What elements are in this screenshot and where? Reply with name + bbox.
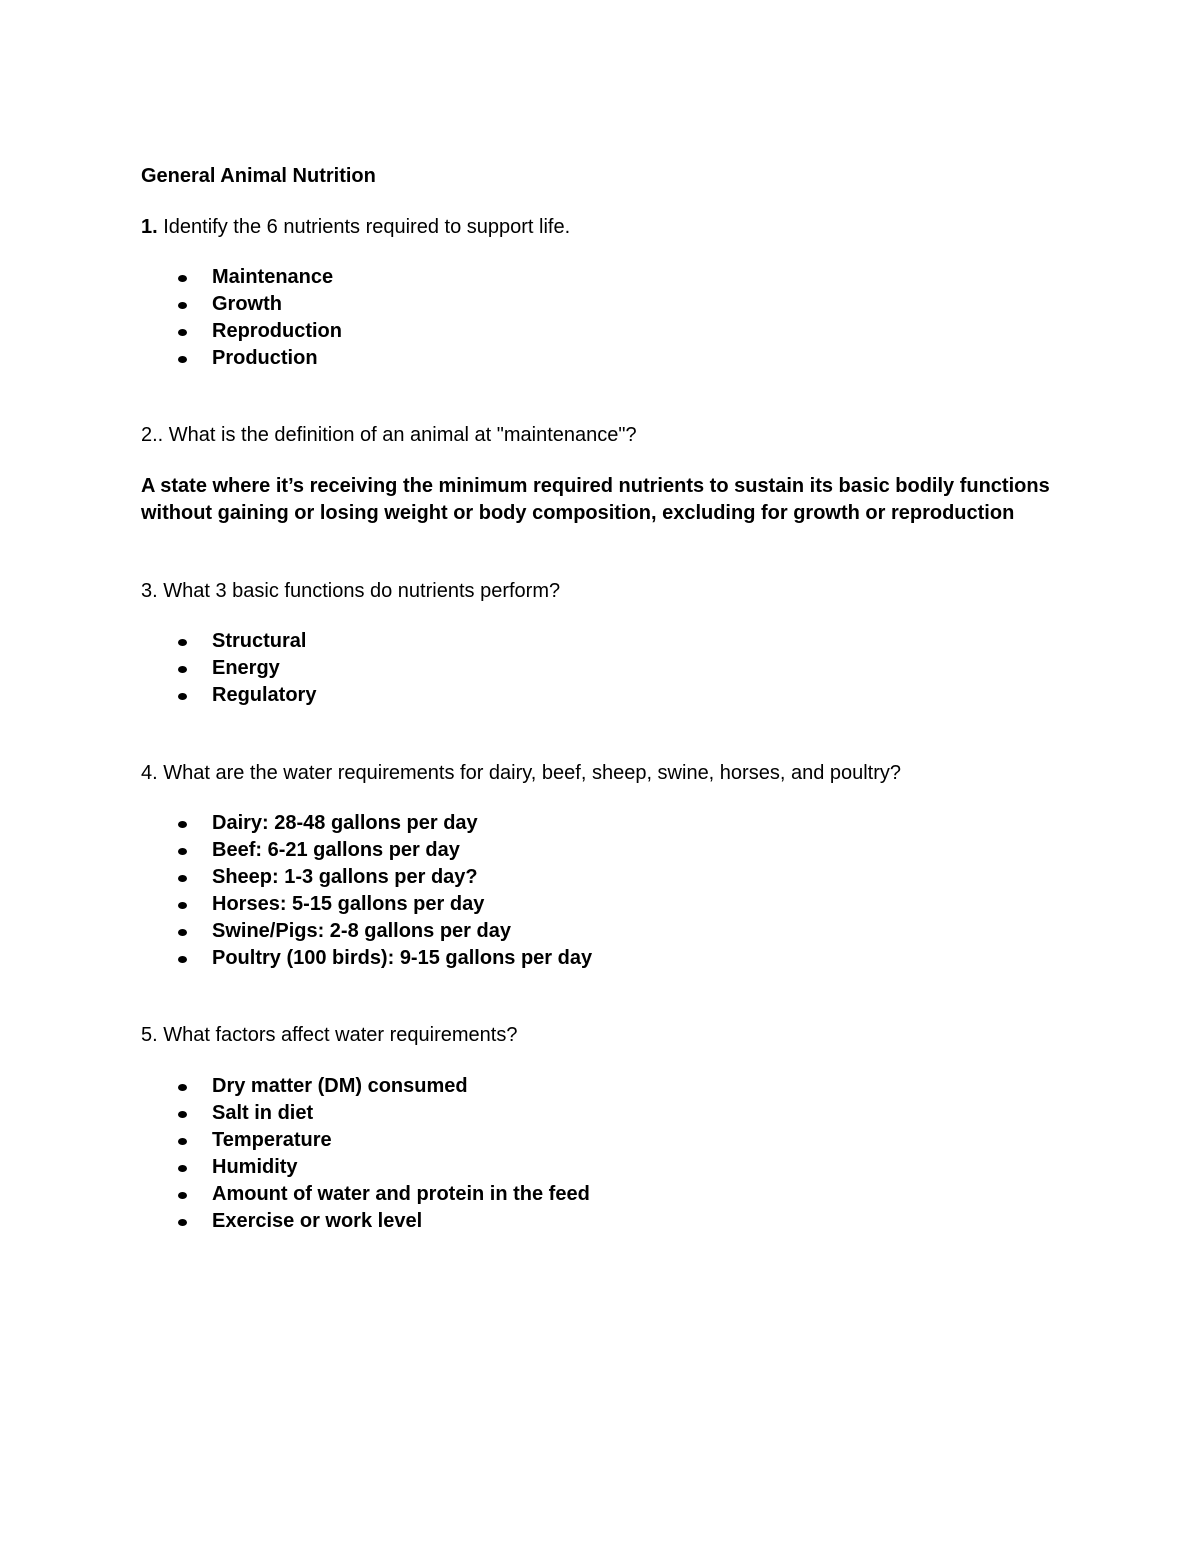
question-4-answer-list: [141, 810, 1061, 972]
list-item: [141, 810, 1061, 837]
bullet-icon: [178, 356, 187, 363]
list-item-text: Production: [212, 347, 318, 369]
list-item-text: Dairy: 28-48 gallons per day: [212, 812, 478, 834]
question-3: 3. What 3 basic functions do nutrients perform?: [141, 580, 561, 602]
list-item: [141, 291, 1061, 318]
list-item-text: Horses: 5-15 gallons per day: [212, 893, 485, 915]
bullet-icon: [178, 1111, 187, 1118]
list-item: [141, 1073, 1061, 1100]
question-2: 2.. What is the definition of an animal at "maintenance"?: [141, 424, 637, 446]
bullet-icon: [178, 275, 187, 282]
list-item-text: Swine/Pigs: 2-8 gallons per day: [212, 920, 511, 942]
list-item-text: Regulatory: [212, 684, 317, 706]
bullet-icon: [178, 1192, 187, 1199]
list-item-text: Beef: 6-21 gallons per day: [212, 839, 460, 861]
list-item: [141, 945, 1061, 972]
question-1-answer-list: [141, 264, 1061, 372]
list-item: [141, 1100, 1061, 1127]
list-item-text: Amount of water and protein in the feed: [212, 1183, 590, 1205]
list-item: [141, 264, 1061, 291]
bullet-icon: [178, 639, 187, 646]
list-item: [141, 345, 1061, 372]
question-5: 5. What factors affect water requirements?: [141, 1024, 518, 1046]
question-5-answer-list: [141, 1073, 1061, 1235]
list-item-text: Temperature: [212, 1129, 332, 1151]
bullet-icon: [178, 875, 187, 882]
list-item: [141, 918, 1061, 945]
document-title: General Animal Nutrition: [141, 165, 376, 187]
bullet-icon: [178, 902, 187, 909]
list-item-text: Maintenance: [212, 266, 334, 288]
list-item-text: Growth: [212, 293, 282, 315]
list-item: [141, 891, 1061, 918]
list-item-text: Poultry (100 birds): 9-15 gallons per day: [212, 947, 593, 969]
question-3-answer-list: [141, 628, 1061, 709]
list-item: [141, 1154, 1061, 1181]
list-item-text: Dry matter (DM) consumed: [212, 1075, 468, 1097]
bullet-icon: [178, 929, 187, 936]
list-item: [141, 837, 1061, 864]
bullet-icon: [178, 666, 187, 673]
bullet-icon: [178, 848, 187, 855]
list-item-text: Energy: [212, 657, 280, 679]
list-item: [141, 1127, 1061, 1154]
bullet-icon: [178, 1219, 187, 1226]
question-1-text: Identify the 6 nutrients required to support life.: [157, 216, 571, 238]
document-body: [141, 163, 1061, 1235]
list-item-text: Salt in diet: [212, 1102, 314, 1124]
list-item: [141, 1181, 1061, 1208]
list-item-text: Reproduction: [212, 320, 342, 342]
question-1: [141, 214, 1061, 241]
bullet-icon: [178, 821, 187, 828]
list-item: [141, 864, 1061, 891]
bullet-icon: [178, 1138, 187, 1145]
list-item: [141, 682, 1061, 709]
list-item-text: Humidity: [212, 1156, 298, 1178]
question-2-answer: A state where it’s receiving the minimum required nutrients to sustain its basic bodily functions without gaining or losing weight or body composition, excluding for growth or reproduction: [141, 475, 1050, 524]
bullet-icon: [178, 1165, 187, 1172]
bullet-icon: [178, 956, 187, 963]
question-4: 4. What are the water requirements for dairy, beef, sheep, swine, horses, and poultry?: [141, 762, 902, 784]
list-item: [141, 318, 1061, 345]
bullet-icon: [178, 329, 187, 336]
bullet-icon: [178, 693, 187, 700]
list-item-text: Exercise or work level: [212, 1210, 423, 1232]
list-item-text: Sheep: 1-3 gallons per day?: [212, 866, 478, 888]
list-item: [141, 628, 1061, 655]
list-item-text: Structural: [212, 630, 307, 652]
bullet-icon: [178, 1084, 187, 1091]
question-1-number: 1.: [141, 216, 158, 238]
list-item: [141, 655, 1061, 682]
list-item: [141, 1208, 1061, 1235]
bullet-icon: [178, 302, 187, 309]
